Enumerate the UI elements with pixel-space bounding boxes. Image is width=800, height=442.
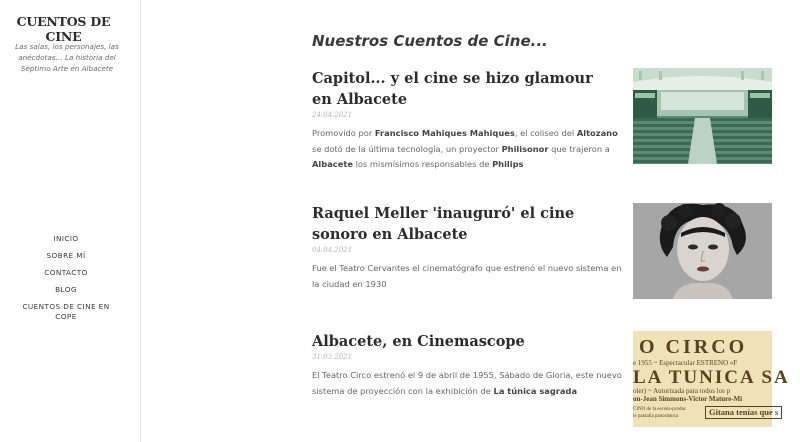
excerpt-keyword: Philips bbox=[492, 159, 524, 169]
poster-clipping bbox=[633, 331, 790, 427]
post-excerpt bbox=[312, 261, 624, 292]
nav-item-inicio[interactable]: INICIO bbox=[53, 234, 79, 243]
poster-line-4: oler) ~ Autorizada para todos los p bbox=[633, 387, 731, 395]
site-title[interactable]: CUENTOS DE CINE bbox=[16, 14, 111, 44]
excerpt-text: que trajeron a bbox=[548, 143, 610, 154]
poster-stamp: Gitana tenías que s bbox=[705, 406, 782, 419]
excerpt-text: se dotó de la última tecnología, un proyector bbox=[312, 143, 502, 154]
excerpt-text: , el coliseo del bbox=[514, 128, 577, 138]
excerpt-text: Promovido por bbox=[312, 128, 375, 138]
excerpt-text: Fue el Teatro Cervantes el cinematógrafo que estrenó el nuevo sistema en la ciudad en 1930 bbox=[312, 263, 622, 289]
excerpt-text: los mismísimos responsables de bbox=[352, 159, 493, 169]
poster-line-5: on-Jean Simmons-Victor Mature-Mi bbox=[633, 395, 743, 403]
portrait-photo-icon bbox=[633, 203, 772, 299]
excerpt-keyword: Altozano bbox=[576, 128, 618, 138]
post-title[interactable]: Capitol... y el cine se hizo glamour en Albacete bbox=[312, 70, 593, 108]
post-title[interactable]: Albacete, en Cinemascope bbox=[312, 333, 525, 350]
post-image-portrait[interactable] bbox=[633, 203, 772, 299]
theater-photo-icon bbox=[633, 68, 772, 164]
excerpt-text: El Teatro Circo estrenó el 9 de abril de 1955, Sábado de Gloria, este nuevo sistema de proyección con la exhibición de bbox=[312, 370, 622, 396]
sidebar bbox=[0, 0, 141, 442]
post-raquel-meller bbox=[312, 203, 772, 292]
nav-item-sobre-mi[interactable]: SOBRE MÍ bbox=[46, 251, 86, 260]
excerpt-keyword: Albacete bbox=[312, 159, 353, 169]
excerpt-keyword: Philisonor bbox=[501, 143, 549, 154]
excerpt-keyword: La túnica sagrada bbox=[493, 385, 578, 396]
page-heading: Nuestros Cuentos de Cine... bbox=[312, 32, 548, 50]
main-nav bbox=[0, 234, 132, 329]
nav-item-blog[interactable]: BLOG bbox=[55, 285, 77, 294]
post-capitol bbox=[312, 68, 772, 173]
post-cinemascope bbox=[312, 331, 790, 419]
post-excerpt bbox=[312, 126, 624, 173]
post-excerpt bbox=[312, 368, 624, 399]
nav-item-cuentos-cope[interactable]: CUENTOS DE CINE EN COPE bbox=[22, 302, 110, 321]
post-image-theater[interactable] bbox=[633, 68, 772, 164]
post-date: 24.04.2021 bbox=[312, 111, 353, 119]
poster-line-6: CINO de la escena-produc bbox=[633, 407, 687, 412]
poster-line-3: LA TUNICA SA bbox=[633, 367, 790, 388]
poster-line-7: le pantalla panorámica bbox=[633, 414, 679, 419]
nav-item-contacto[interactable]: CONTACTO bbox=[44, 268, 88, 277]
poster-line-1: O CIRCO bbox=[639, 336, 748, 358]
poster-line-2: e 1955 ~ Espectacular ESTRENO «F bbox=[633, 359, 738, 367]
post-title[interactable]: Raquel Meller 'inauguró' el cine sonoro en Albacete bbox=[312, 205, 575, 243]
excerpt-keyword: Francisco Mahiques Mahiques bbox=[374, 128, 515, 138]
post-image-poster[interactable] bbox=[633, 331, 790, 427]
site-tagline: Las salas, los personajes, las anécdotas… La historia del Séptimo Arte en Albacete bbox=[15, 42, 119, 73]
post-date: 31.03.2021 bbox=[312, 353, 353, 361]
post-date: 04.04.2021 bbox=[312, 246, 353, 254]
